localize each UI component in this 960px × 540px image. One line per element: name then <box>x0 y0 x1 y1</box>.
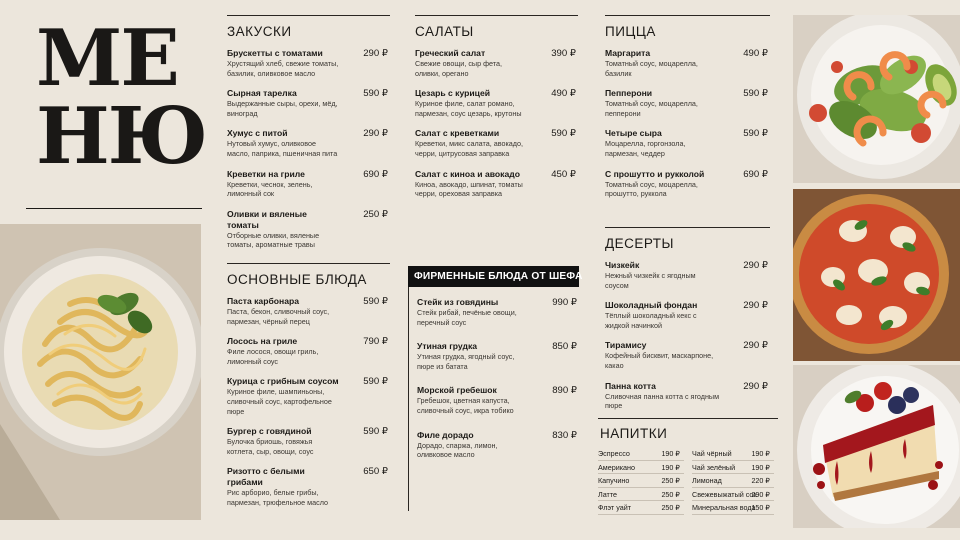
menu-item <box>415 88 578 118</box>
drink-name: Капучино <box>598 476 630 485</box>
item-description: Сливочная панна котта с ягодным пюре <box>605 391 720 411</box>
menu-item <box>417 341 579 371</box>
drink-name: Латте <box>598 489 618 499</box>
drink-price: 150 ₽ <box>751 503 770 512</box>
menu-item <box>605 128 770 158</box>
menu-item <box>605 381 770 411</box>
item-description: Свежие овощи, сыр фета, оливки, орегано <box>415 59 502 78</box>
item-description: Томатный соус, моцарелла, пепперони <box>605 99 698 118</box>
item-name: Чизкейк <box>605 260 640 270</box>
item-description: Кофейный бисквит, маскарпоне, какао <box>605 351 714 370</box>
menu-item <box>605 48 770 78</box>
item-description: Паста, бекон, сливочный соус, пармезан, чёрный перец <box>227 307 330 326</box>
item-price: 590 ₽ <box>363 426 388 438</box>
item-description: Хрустящий хлеб, свежие томаты, базилик, оливковое масло <box>227 59 339 78</box>
item-name: Греческий салат <box>415 48 486 58</box>
menu-item <box>605 300 770 330</box>
snacks-divider <box>227 15 390 16</box>
item-price: 250 ₽ <box>363 208 388 220</box>
salads-list <box>415 48 578 199</box>
menu-item <box>227 466 390 507</box>
signature-title: ФИРМЕННЫЕ БЛЮДА ОТ ШЕФА <box>408 266 579 287</box>
menu-item <box>415 169 578 199</box>
drink-name: Американо <box>598 462 636 472</box>
item-name: С прошутто и рукколой <box>605 168 705 179</box>
item-price: 590 ₽ <box>363 376 388 388</box>
item-name: Стейк из говядины <box>417 297 499 307</box>
salads-title: САЛАТЫ <box>415 24 474 39</box>
item-name: Утиная грудка <box>417 341 478 352</box>
mains-list <box>227 296 390 508</box>
item-description: Креветки, чеснок, зелень, лимонный сок <box>227 179 313 199</box>
column-snacks-mains <box>227 15 390 260</box>
pizza-divider <box>605 15 770 16</box>
item-name: Лосось на гриле <box>227 336 298 347</box>
item-description: Стейк рибай, печёные овощи, перечный соус <box>417 308 517 327</box>
item-name: Цезарь с курицей <box>415 88 491 99</box>
pizza-title: ПИЦЦА <box>605 24 656 39</box>
item-description: Дорадо, спаржа, лимон, оливковое масло <box>417 440 498 460</box>
drink-row <box>598 461 684 475</box>
menu-item <box>227 209 390 250</box>
item-name: Маргарита <box>605 48 651 58</box>
item-price: 790 ₽ <box>363 336 388 348</box>
drink-name: Свежевыжатый сок <box>692 489 757 499</box>
menu-item <box>227 426 390 456</box>
item-name: Четыре сыра <box>605 128 662 139</box>
drink-row <box>598 501 684 515</box>
drink-price: 250 ₽ <box>661 489 680 499</box>
item-price: 590 ₽ <box>743 88 768 100</box>
menu-item <box>415 48 578 78</box>
pizza-list <box>605 48 770 199</box>
item-name: Паста карбонара <box>227 296 299 306</box>
item-price: 290 ₽ <box>743 340 768 352</box>
item-price: 290 ₽ <box>363 128 388 140</box>
menu-title <box>36 13 211 182</box>
drink-price: 190 ₽ <box>661 449 680 458</box>
drink-price: 290 ₽ <box>751 489 770 499</box>
item-price: 290 ₽ <box>743 300 768 312</box>
item-description: Гребешок, цветная капуста, сливочный соус, икра тобико <box>417 396 514 415</box>
column-drinks <box>598 418 778 515</box>
menu-item <box>605 260 770 290</box>
menu-item <box>227 296 390 326</box>
item-name: Салат с креветками <box>415 128 500 139</box>
menu-item <box>227 169 390 199</box>
drink-row <box>692 461 774 475</box>
drink-price: 190 ₽ <box>751 449 770 458</box>
drink-row <box>692 474 774 488</box>
item-description: Утиная грудка, ягодный соус, пюре из батата <box>417 352 515 371</box>
item-description: Томатный соус, моцарелла, базилик <box>605 59 698 78</box>
menu-item <box>227 336 390 366</box>
item-price: 690 ₽ <box>363 168 388 180</box>
drink-name: Эспрессо <box>598 449 630 458</box>
item-price: 850 ₽ <box>552 341 577 353</box>
item-description: Куриное филе, салат романо, пармезан, соус цезарь, крутоны <box>415 99 522 118</box>
item-price: 690 ₽ <box>743 168 768 180</box>
item-description: Тёплый шоколадный кекс с жидкой начинкой <box>605 311 697 330</box>
item-name: Панна котта <box>605 380 656 391</box>
item-name: Пепперони <box>605 88 653 99</box>
item-description: Моцарелла, горгонзола, пармезан, чеддер <box>605 139 686 158</box>
drink-row <box>598 488 684 502</box>
menu-item <box>605 340 770 370</box>
snacks-title: ЗАКУСКИ <box>227 24 292 39</box>
menu-item <box>605 88 770 118</box>
item-description: Нутовый хумус, оливковое масло, паприка, пшеничная пита <box>227 139 338 158</box>
drink-price: 220 ₽ <box>751 476 770 485</box>
item-name: Ризотто с белыми грибами <box>227 466 305 488</box>
drink-price: 190 ₽ <box>661 462 680 472</box>
drinks-left-column <box>598 447 684 515</box>
column-desserts <box>605 227 770 421</box>
signature-list <box>408 287 579 511</box>
item-price: 830 ₽ <box>552 429 577 441</box>
drink-name: Чай чёрный <box>692 449 732 458</box>
shrimp-salad-photo <box>793 15 960 183</box>
menu-item <box>417 297 579 327</box>
menu-item <box>227 88 390 118</box>
mains-divider <box>227 263 390 264</box>
item-price: 590 ₽ <box>363 296 388 307</box>
item-description: Куриное филе, шампиньоны, сливочный соус, картофельное пюре <box>227 387 332 416</box>
salads-divider <box>415 15 578 16</box>
drink-row <box>692 488 774 502</box>
menu-item <box>605 169 770 199</box>
menu-item <box>415 128 578 158</box>
desserts-title: ДЕСЕРТЫ <box>605 236 674 251</box>
menu-item <box>227 128 390 158</box>
item-price: 590 ₽ <box>551 128 576 140</box>
item-description: Рис арборио, белые грибы, пармезан, трюфельное масло <box>227 488 328 507</box>
drinks-right-column <box>692 447 774 515</box>
menu-title-line1: МЕ <box>36 13 178 104</box>
item-description: Киноа, авокадо, шпинат, томаты черри, ореховая заправка <box>415 179 523 199</box>
desserts-list <box>605 260 770 411</box>
drink-row <box>692 501 774 515</box>
drinks-divider <box>598 418 778 419</box>
drinks-title: НАПИТКИ <box>600 426 668 441</box>
item-price: 490 ₽ <box>743 48 768 59</box>
menu-title-line2: НЮ <box>36 91 207 182</box>
item-description: Томатный соус, моцарелла, прошутто, руккола <box>605 179 698 199</box>
drink-name: Чай зелёный <box>692 462 736 472</box>
item-description: Отборные оливки, вяленые томаты, ароматные травы <box>227 230 320 250</box>
item-price: 490 ₽ <box>551 88 576 100</box>
drink-name: Минеральная вода <box>692 503 756 512</box>
item-name: Оливки и вяленые томаты <box>227 208 307 230</box>
item-description: Выдержанные сыры, орехи, мёд, виноград <box>227 99 338 118</box>
menu-item <box>227 376 390 416</box>
item-name: Хумус с питой <box>227 128 288 139</box>
snacks-list <box>227 48 390 250</box>
column-signature <box>408 266 583 511</box>
title-divider <box>26 208 202 209</box>
column-pizza <box>605 15 770 209</box>
menu-item <box>417 385 579 415</box>
drink-price: 250 ₽ <box>661 503 680 512</box>
pizza-photo <box>793 189 960 361</box>
desserts-divider <box>605 227 770 228</box>
item-price: 290 ₽ <box>743 380 768 392</box>
item-name: Тирамису <box>605 340 647 351</box>
item-name: Шоколадный фондан <box>605 300 698 311</box>
drink-row <box>692 447 774 461</box>
item-description: Филе лосося, овощи гриль, лимонный соус <box>227 347 319 366</box>
drink-name: Лимонад <box>692 476 722 485</box>
pasta-photo <box>0 224 201 520</box>
column-salads <box>415 15 578 209</box>
item-description: Нежный чизкейк с ягодным соусом <box>605 271 696 290</box>
item-price: 990 ₽ <box>552 297 577 308</box>
item-name: Филе дорадо <box>417 429 474 440</box>
item-description: Булочка бриошь, говяжья котлета, сыр, овощи, соус <box>227 437 314 456</box>
item-price: 290 ₽ <box>363 48 388 59</box>
item-name: Брускетты с томатами <box>227 48 323 58</box>
column-mains <box>227 263 390 518</box>
cheesecake-photo <box>793 365 960 528</box>
item-price: 590 ₽ <box>743 128 768 140</box>
drinks-table <box>598 447 778 515</box>
menu-item <box>227 48 390 78</box>
item-price: 890 ₽ <box>552 385 577 397</box>
item-name: Морской гребешок <box>417 385 497 396</box>
item-price: 290 ₽ <box>743 260 768 271</box>
item-name: Сырная тарелка <box>227 88 297 99</box>
drink-row <box>598 447 684 461</box>
item-price: 590 ₽ <box>363 88 388 100</box>
item-name: Бургер с говядиной <box>227 426 312 437</box>
drink-name: Флэт уайт <box>598 503 632 512</box>
item-description: Креветки, микс салата, авокадо, черри, цитрусовая заправка <box>415 139 523 158</box>
item-price: 450 ₽ <box>551 168 576 180</box>
drink-price: 190 ₽ <box>751 462 770 472</box>
mains-title: ОСНОВНЫЕ БЛЮДА <box>227 272 367 287</box>
item-name: Креветки на гриле <box>227 168 305 179</box>
menu-item <box>417 430 579 460</box>
drink-price: 250 ₽ <box>661 476 680 485</box>
drink-row <box>598 474 684 488</box>
item-name: Салат с киноа и авокадо <box>415 168 520 179</box>
item-price: 650 ₽ <box>363 466 388 478</box>
item-price: 390 ₽ <box>551 48 576 59</box>
item-name: Курица с грибным соусом <box>227 376 339 387</box>
